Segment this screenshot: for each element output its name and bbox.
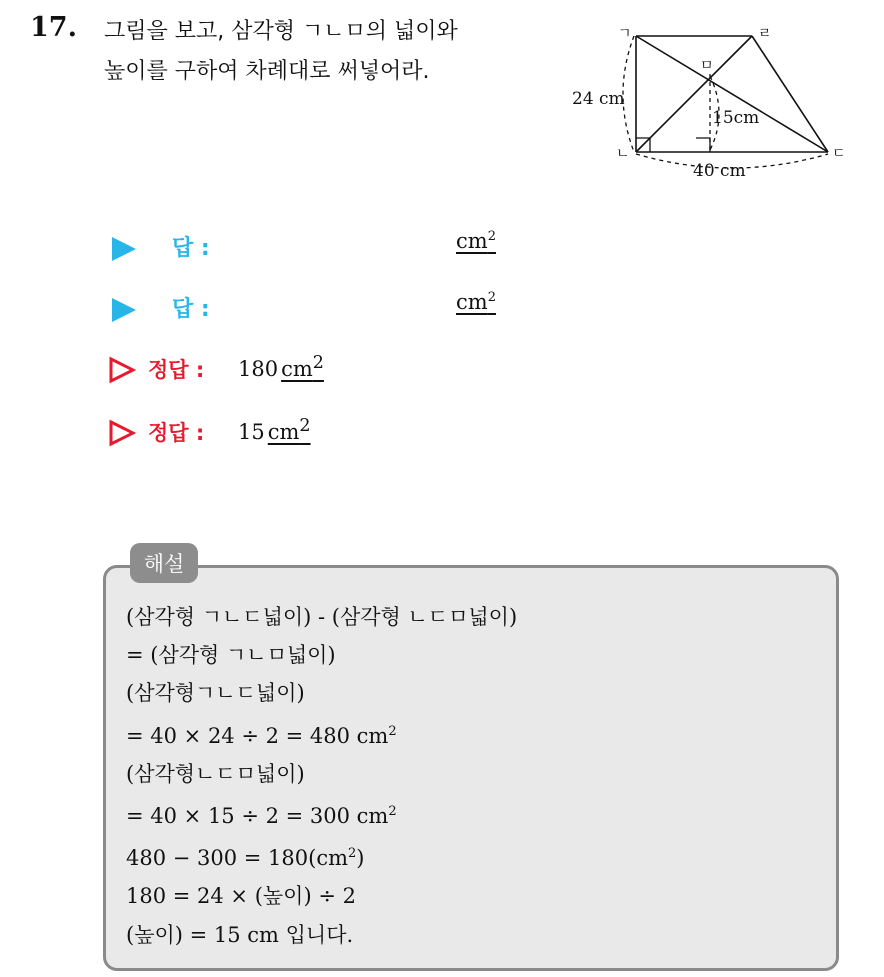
explanation-tab: 해설	[130, 543, 198, 583]
bottom-dimension-label: 40 cm	[693, 161, 746, 181]
correct-answer-value: 15 $cm^2$	[238, 416, 311, 444]
label-n: ㄴ	[616, 146, 630, 162]
diagonal-n-r	[636, 36, 752, 152]
explanation-line: (삼각형 ㄱㄴㄷ넓이) - (삼각형 ㄴㄷㅁ넓이)	[126, 605, 518, 629]
correct-answer-label: 정답 :	[148, 358, 205, 382]
answer-unit: $cm^2$	[456, 290, 496, 314]
explanation-line: = 40 × 24 ÷ 2 = 480 $cm^2$	[126, 723, 397, 748]
explanation-line: $480 - 300 = 180(cm^2)$	[126, 846, 365, 871]
correct-answer-label: 정답 :	[148, 421, 205, 445]
question-text	[104, 12, 574, 92]
left-dimension-label: 24 cm	[572, 89, 625, 109]
explanation-line: = (삼각형 ㄱㄴㅁ넓이)	[126, 643, 336, 668]
explanation-line: (높이) = 15 cm 입니다.	[126, 922, 354, 947]
diagonal-g-d	[636, 36, 828, 152]
explanation-line: (삼각형ㄱㄴㄷ넓이)	[126, 681, 305, 706]
outline-arrow-icon	[108, 419, 136, 447]
question-line-2: 높이를 구하여 차례대로 써넣어라.	[104, 59, 430, 84]
explanation-line: (삼각형ㄴㄷㅁ넓이)	[126, 761, 305, 786]
height-dimension-label: 15cm	[712, 108, 760, 128]
explanation-text	[126, 598, 517, 954]
question-line-1: 그림을 보고, 삼각형 ㄱㄴㅁ의 넓이와	[104, 19, 458, 44]
answer-label: 답 :	[172, 297, 210, 322]
arrow-icon	[112, 237, 136, 261]
outline-arrow-icon	[108, 356, 136, 384]
answer-label: 답 :	[172, 236, 210, 261]
explanation-line: 180 = 24 × (높이) ÷ 2	[126, 884, 356, 909]
correct-answer-value: 180 $cm^2$	[238, 353, 324, 381]
label-g: ㄱ	[618, 26, 632, 42]
label-r: ㄹ	[758, 26, 772, 42]
edge-r-d	[752, 36, 828, 152]
trapezoid-figure	[560, 14, 850, 184]
explanation-line: = 40 × 15 ÷ 2 = 300 $cm^2$	[126, 804, 397, 829]
right-angle-m	[696, 138, 710, 152]
question-number: 17.	[30, 12, 77, 43]
arrow-icon	[112, 298, 136, 322]
label-d: ㄷ	[832, 146, 846, 162]
answer-unit: $cm^2$	[456, 229, 496, 253]
label-m: ㅁ	[700, 58, 714, 74]
